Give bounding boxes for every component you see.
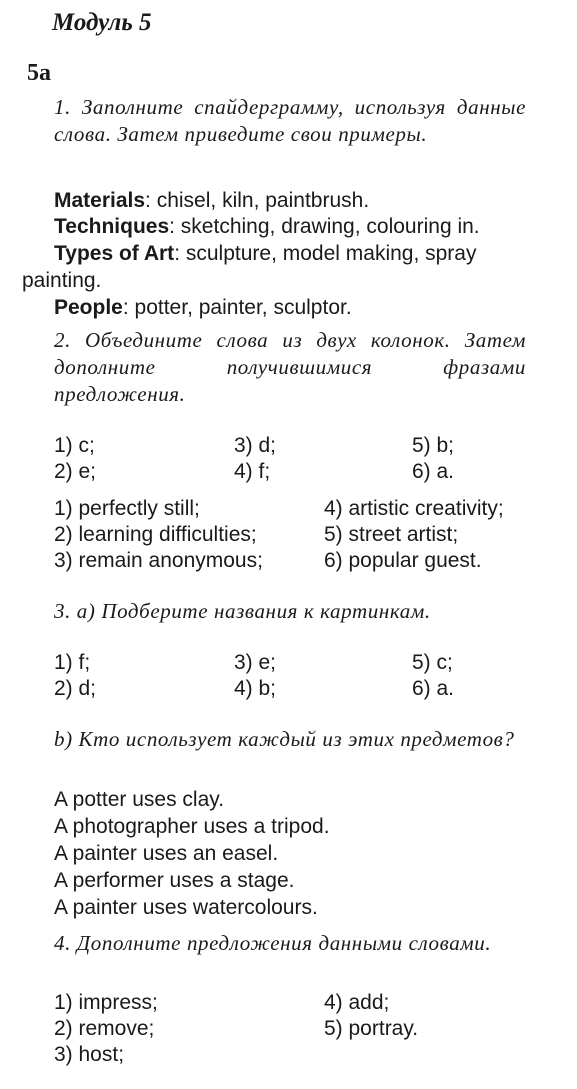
phrase-cell: 4) artistic creativity; (324, 497, 504, 520)
answer-cell: 3) host; (54, 1043, 125, 1066)
ex3b-sentence: A painter uses watercolours. (54, 896, 318, 919)
phrase-cell: 2) learning difficulties; (54, 523, 257, 546)
key-cell: 6) a. (412, 460, 455, 483)
ex2-key-grid (54, 433, 534, 485)
key-cell: 1) c; (54, 434, 95, 457)
ex1-instruction: 1. Заполните спайдерграмму, используя данные слова. Затем приведите свои примеры. (54, 95, 526, 146)
answer-row (54, 1042, 554, 1068)
phrase-row (54, 522, 554, 548)
ex3b-instruction: b) Кто использует каждый из этих предметов? (54, 727, 515, 751)
key-cell: 6) a. (412, 677, 455, 700)
answer-row (54, 990, 554, 1016)
ex1-types-continuation: painting. (22, 269, 102, 292)
ex1-techniques (54, 214, 480, 240)
ex3b-sentence: A potter uses clay. (54, 788, 225, 811)
key-cell: 5) b; (412, 434, 455, 457)
phrase-cell: 6) popular guest. (324, 549, 482, 572)
phrase-cell: 5) street artist; (324, 523, 459, 546)
key-cell: 2) e; (54, 460, 97, 483)
answer-cell: 1) impress; (54, 991, 158, 1014)
key-cell: 1) f; (54, 651, 91, 674)
types-text: : sculpture, model making, spray (174, 242, 477, 265)
key-cell: 2) d; (54, 677, 97, 700)
ex2-phrase-grid (54, 496, 554, 574)
answer-cell: 2) remove; (54, 1017, 155, 1040)
key-row (54, 676, 534, 702)
ex3b-sentence: A performer uses a stage. (54, 869, 295, 892)
phrase-cell: 3) remain anonymous; (54, 549, 263, 572)
key-row (54, 433, 534, 459)
people-label: People (54, 296, 123, 319)
techniques-text: : sketching, drawing, colouring in. (169, 215, 480, 238)
ex3-key-grid (54, 650, 534, 702)
materials-label: Materials (54, 189, 146, 212)
phrase-row (54, 496, 554, 522)
section-id: 5а (27, 60, 51, 86)
key-cell: 5) c; (412, 651, 453, 674)
module-title: Модуль 5 (52, 9, 152, 36)
ex4-answer-grid (54, 990, 554, 1068)
key-row (54, 650, 534, 676)
key-cell: 4) b; (234, 677, 277, 700)
types-label: Types of Art (54, 242, 175, 265)
ex1-people (54, 295, 352, 321)
ex3b-sentence: A painter uses an easel. (54, 842, 279, 865)
phrase-cell: 1) perfectly still; (54, 497, 200, 520)
techniques-label: Techniques (54, 215, 170, 238)
ex3b-sentence: A photographer uses a tripod. (54, 815, 330, 838)
key-cell: 4) f; (234, 460, 271, 483)
phrase-row (54, 548, 554, 574)
ex2-instruction: 2. Объедините слова из двух колонок. Затем дополните получившимися фразами предложения. (54, 328, 526, 406)
ex4-instruction: 4. Дополните предложения данными словами. (54, 931, 492, 955)
key-row (54, 459, 534, 485)
ex1-materials (54, 188, 369, 214)
ex3a-instruction: 3. a) Подберите названия к картинкам. (54, 599, 431, 623)
people-text: : potter, painter, sculptor. (122, 296, 352, 319)
materials-text: : chisel, kiln, paintbrush. (145, 189, 370, 212)
answer-row (54, 1016, 554, 1042)
ex1-types-of-art (54, 241, 476, 267)
answer-cell: 5) portray. (324, 1017, 419, 1040)
key-cell: 3) d; (234, 434, 277, 457)
key-cell: 3) e; (234, 651, 277, 674)
answer-cell: 4) add; (324, 991, 390, 1014)
